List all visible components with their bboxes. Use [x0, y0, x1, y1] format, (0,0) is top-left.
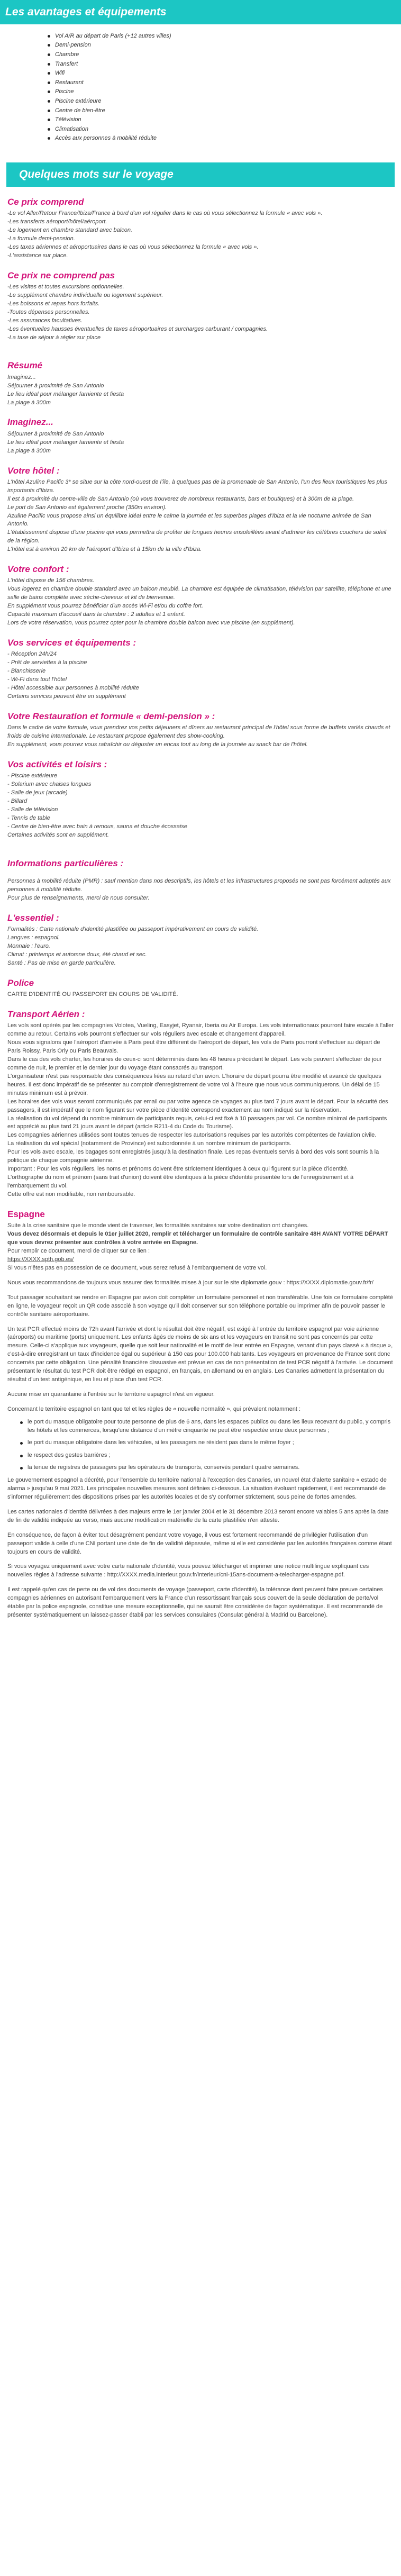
spain-paragraph: Aucune mise en quarantaine à l'entrée sur le territoire espagnol n'est en vigueur.: [7, 1391, 215, 1398]
trip-banner-title: Quelques mots sur le voyage: [19, 168, 174, 180]
price-excludes-line: -Les éventuelles hausses éventuelles de taxes aéroportuaires et surcharges carburant / compagnies.: [7, 325, 268, 332]
hotel-text: [7, 478, 394, 554]
summary-line: La plage à 300m: [7, 399, 51, 406]
info-text: [7, 877, 394, 903]
equipment-banner: [0, 0, 401, 24]
amenity-item: Vol A/R au départ de Paris (+12 autres villes): [48, 32, 401, 41]
service-item: - Réception 24h/24: [7, 651, 57, 658]
amenity-item: Télévision: [48, 115, 401, 125]
air-transport-line: Nous vous signalons que l'aéroport d'arrivée à Paris peut être différent de l'aéroport de départ, les vols de Paris pourront s'effectuer au départ de Paris Roissy, Paris Orly ou Paris Beauvais.: [7, 1039, 380, 1054]
restaurant-line: Dans le cadre de votre formule, vous prendrez vos petits déjeuners et dîners au restaurant principal de l'hôtel sous forme de buffets variés chauds et froids de cuisine internationale. Le restaurant propose également des show-cooking.: [7, 724, 390, 740]
spain-diplomatie-link[interactable]: Nous vous recommandons de toujours vous assurer des formalités mises à jour sur le site diplomatie.gouv : https://XXXX.diplomatie.gouv.fr/fr/: [7, 1279, 373, 1286]
comfort-line: Lors de votre réservation, vous pourrez opter pour la chambre double balcon avec vue piscine (en supplément).: [7, 620, 295, 627]
hotel-line: L'hôtel Azuline Pacific 3* se situe sur la côte nord-ouest de l'île, à quelques pas de la promenade de San Antonio, l'un des lieux touristiques les plus importants d'Ibiza.: [7, 478, 387, 494]
air-transport-line: Les vols sont opérés par les compagnies Volotea, Vueling, Easyjet, Ryanair, Iberia ou Air Europa. Les vols internationaux pourront faire escale à l'aller comme au retour. Certains vols pourront s'effectuer sur vols réguliers avec escale et changement d'appareil.: [7, 1022, 394, 1038]
activity-item: - Centre de bien-être avec bain à remous, sauna et douche écossaise: [7, 823, 187, 830]
air-transport-line: Important : Pour les vols réguliers, les noms et prénoms doivent être strictement identiques à ceux qui figurent sur la pièce d'identité.: [7, 1166, 349, 1173]
price-includes-list: [7, 210, 394, 260]
price-includes-line: -Le vol Aller/Retour France/Ibiza/France à bord d'un vol régulier dans le cas où vous sélectionnez la formule « avec vols ».: [7, 210, 323, 216]
price-excludes-line: -Le supplément chambre individuelle ou logement supérieur.: [7, 292, 163, 298]
summary-line: Séjourner à proximité de San Antonio: [7, 382, 104, 389]
restaurant-text: [7, 724, 394, 749]
spain-rule-item: le port du masque obligatoire pour toute personne de plus de 6 ans, dans les espaces publics ou dans les lieux recevant du public, y compris les hôtels et les commerces, lorsqu'une distance d'un mètre cinquante ne peut être respectée entre deux personnes ;: [20, 1418, 394, 1435]
spain-form-link[interactable]: https://XXXX.spth.gob.es/: [7, 1256, 74, 1263]
price-excludes-line: -Les boissons et repas hors forfaits.: [7, 300, 100, 307]
summary-line: Le lieu idéal pour mélanger farniente et fiesta: [7, 391, 124, 397]
spain-rule-item: le port du masque obligatoire dans les véhicules, si les passagers ne résident pas dans le même foyer ;: [20, 1439, 394, 1447]
spain-paragraph: Le gouvernement espagnol a décrété, pour l'ensemble du territoire national à l'exception des Canaries, un nouvel état d'alerte sanitaire « estado de alarma » jusqu'au 9 mai 2021. Les principales nouvelles mesures sont définies ci-dessous. La situation évoluant rapidement, il est recommandé de s'informer régulièrement des dispositions prises par les autorités locales et de s'y conformer strictement, sous peine de fortes amendes.: [7, 1476, 387, 1500]
spain-rules-list: [7, 1418, 394, 1472]
trip-description: [0, 196, 401, 1637]
air-transport-text: [7, 1022, 394, 1199]
amenities-list: [0, 32, 401, 143]
spain-paragraph: Les cartes nationales d'identité délivrées à des majeurs entre le 1er janvier 2004 et le 31 décembre 2013 seront encore valables 5 ans après la date de fin de validité indiquée au verso, mais aucune modification matérielle de la carte plastifiée n'en atteste.: [7, 1508, 389, 1523]
hotel-line: Il est à proximité du centre-ville de San Antonio (où vous trouverez de nombreux restaurants, bars et boutiques) et à 300m de la plage.: [7, 495, 354, 502]
comfort-line: Vous logerez en chambre double standard avec un balcon meublé. La chambre est équipée de climatisation, télévision par satellite, téléphone et une salle de bains complète avec sèche-cheveux et kit de bienvenue.: [7, 586, 391, 601]
restaurant-heading: Votre Restauration et formule « demi-pension » :: [7, 711, 215, 721]
spain-paragraph: Il est rappelé qu'en cas de perte ou de vol des documents de voyage (passeport, carte d'identité), la tolérance dont peuvent faire preuve certaines compagnies aériennes en autorisant l'embarquement vers la France d'un ressortissant français sous couvert de la seule déclaration de perte/vol établie par la police espagnole, constitue une mesure exceptionnelle, qui ne saurait être considérée de façon systématique. Il est recommandé de présenter systématiquement un laissez-passer établi par les services consulaires (Consulat général à Madrid ou Barcelone).: [7, 1586, 383, 1619]
comfort-text: [7, 577, 394, 628]
spain-notice-line: Si vous n'êtes pas en possession de ce document, vous serez refusé à l'embarquement de votre vol.: [7, 1264, 267, 1271]
price-excludes-line: -Les assurances facultatives.: [7, 317, 83, 324]
amenity-item: Restaurant: [48, 78, 401, 88]
price-excludes-line: -Les visites et toutes excursions optionnelles.: [7, 283, 124, 290]
service-item: - Hôtel accessible aux personnes à mobilité réduite: [7, 685, 139, 692]
service-item: - Blanchisserie: [7, 668, 46, 675]
service-item: Certains services peuvent être en supplément: [7, 693, 126, 700]
activity-item: - Billard: [7, 798, 28, 805]
air-transport-line: Dans le cas des vols charter, les horaires de ceux-ci sont déterminés dans les 48 heures précédant le départ. Les vols peuvent s'effectuer de jour comme de nuit, le premier et le dernier jour du voyage étant consacrés au transport.: [7, 1056, 382, 1071]
air-transport-line: Cette offre est non modifiable, non remboursable.: [7, 1191, 135, 1198]
amenity-item: Climatisation: [48, 125, 401, 134]
summary-heading: Résumé: [7, 360, 43, 371]
air-transport-line: Les compagnies aériennes utilisées sont toutes tenues de respecter les autorisations requises par les autorités compétentes de l'aviation civile.: [7, 1132, 377, 1139]
spain-heading: Espagne: [7, 1209, 45, 1219]
spain-health-notice: [7, 1222, 394, 1287]
amenity-item: Wifi: [48, 69, 401, 78]
spain-paragraph: En conséquence, de façon à éviter tout désagrément pendant votre voyage, il vous est fortement recommandé de privilégier l'utilisation d'un passeport valide à celle d'une CNI portant une date de fin de validité dépassée, même si elle est considérée par les autorités françaises comme étant toujours en cours de validité.: [7, 1531, 392, 1555]
air-transport-line: Pour les vols avec escale, les bagages sont enregistrés jusqu'à la destination finale. Les repas éventuels servis à bord des vols sont soumis à la politique de chaque compagnie aérienne.: [7, 1149, 379, 1164]
service-item: - Prêt de serviettes à la piscine: [7, 659, 87, 666]
info-line: Pour plus de renseignements, merci de nous consulter.: [7, 894, 150, 901]
hotel-line: Le port de San Antonio est également proche (350m environ).: [7, 504, 167, 511]
services-heading: Vos services et équipements :: [7, 638, 136, 648]
amenity-item: Transfert: [48, 60, 401, 69]
spain-notice-line: Suite à la crise sanitaire que le monde vient de traverser, les formalités sanitaires sur votre destination ont changées.: [7, 1222, 309, 1229]
hotel-line: L'établissement dispose d'une piscine qui vous permettra de profiter de longues heures ensoleillées avant d'admirer les célèbres couchers de soleil de la région.: [7, 529, 387, 545]
comfort-heading: Votre confort :: [7, 564, 69, 575]
summary-line: Imaginez...: [7, 374, 36, 380]
imagine-line: La plage à 300m: [7, 447, 51, 454]
price-excludes-list: [7, 283, 394, 342]
services-list: [7, 650, 394, 701]
hotel-line: L'hôtel est à environ 20 km de l'aéroport d'Ibiza et à 15km de la ville d'Ibiza.: [7, 546, 202, 553]
activity-item: Certaines activités sont en supplément.: [7, 831, 109, 838]
price-includes-line: -Les taxes aériennes et aéroportuaires dans le cas où vous sélectionnez la formule « avec vols ».: [7, 243, 259, 250]
trip-banner: [6, 162, 395, 187]
essentials-line: Monnaie : l'euro.: [7, 942, 50, 949]
activity-item: - Piscine extérieure: [7, 773, 58, 779]
essentials-heading: L'essentiel :: [7, 912, 59, 923]
comfort-line: En supplément vous pourrez bénéficier d'un accès Wi-Fi et/ou du coffre fort.: [7, 603, 204, 610]
activity-item: - Tennis de table: [7, 814, 50, 821]
activity-item: - Salle de télévision: [7, 806, 58, 813]
amenity-item: Centre de bien-être: [48, 106, 401, 116]
equipment-banner-title: Les avantages et équipements: [5, 6, 167, 18]
spain-rule-item: la tenue de registres de passagers par les opérateurs de transports, conservés pendant quatre semaines.: [20, 1464, 394, 1472]
hotel-heading: Votre hôtel :: [7, 465, 60, 476]
amenity-item: Demi-pension: [48, 41, 401, 50]
comfort-line: Capacité maximum d'accueil dans la chambre : 2 adultes et 1 enfant.: [7, 611, 185, 618]
police-line: CARTE D'IDENTITÉ OU PASSEPORT EN COURS DE VALIDITÉ.: [7, 991, 178, 997]
price-excludes-heading: Ce prix ne comprend pas: [7, 270, 115, 280]
air-transport-line: Les horaires des vols vous seront communiqués par email ou par votre agence de voyages au plus tard 7 jours avant le départ. Pour la sécurité des passagers, il est impératif que le nom figurant sur votre pièce d'identité correspond exactement au nom indiqué sur la réservation.: [7, 1098, 388, 1113]
essentials-line: Formalités : Carte nationale d'identité plastifiée ou passeport impérativement en cours de validité.: [7, 926, 259, 933]
essentials-line: Santé : Pas de mise en garde particulière.: [7, 959, 116, 966]
restaurant-line: En supplément, vous pourrez vous rafraîchir ou déguster un encas tout au long de la journée au snack bar de l'hôtel.: [7, 741, 308, 748]
imagine-line: Le lieu idéal pour mélanger farniente et fiesta: [7, 439, 124, 446]
info-heading: Informations particulières :: [7, 858, 124, 868]
summary-text: [7, 374, 394, 407]
spain-notice-line: Vous devez désormais et depuis le 01er juillet 2020, remplir et télécharger un formulaire de contrôle sanitaire 48H AVANT VOTRE DÉPART que vous devrez présenter aux contrôles à votre arrivée en Espagne.: [7, 1231, 388, 1246]
price-includes-line: -Les transferts aéroport/hôtel/aéroport.: [7, 218, 107, 225]
hotel-line: Azuline Pacific vous propose ainsi un équilibre idéal entre le calme la journée et les superbes plages d'Ibiza et la vie nocturne animée de San Antonio.: [7, 512, 371, 528]
price-excludes-line: -La taxe de séjour à régler sur place: [7, 334, 101, 341]
price-includes-line: -L'assistance sur place.: [7, 252, 68, 259]
amenity-item: Piscine: [48, 87, 401, 97]
comfort-line: L'hôtel dispose de 156 chambres.: [7, 577, 95, 584]
police-heading: Police: [7, 977, 34, 988]
air-transport-heading: Transport Aérien :: [7, 1009, 85, 1019]
spain-paragraph: Un test PCR effectué moins de 72h avant l'arrivée et dont le résultat doit être négatif, est exigé à l'entrée du territoire espagnol par voie aérienne (aéroports) ou maritime (ports) uniquement. Les enfants âgés de moins de six ans et les voyageurs en transit ne sont pas concernés par cette mesure. Celle-ci s'applique aux voyageurs, quelle que soit leur nationalité et le motif de leur entrée en Espagne, venant d'un pays classé « à risque », c'est-à-dire enregistrant un taux d'incidence égal ou supérieur à 150 cas pour 100.000 habitants. Les voyageurs en provenance de France sont donc concernés par cette obligation. Une pénalité financière dissuasive est prévue en cas de non présentation de test PCR négatif à l'arrivée. Le document présentant le résultat du test PCR doit être rédigé en espagnol, en français, en allemand ou en anglais. Les Canaries admettent la présentation du résultat d'un test antigénique, en lieu et place d'un test PCR.: [7, 1326, 393, 1383]
service-item: - Wi-Fi dans tout l'hôtel: [7, 676, 67, 683]
activities-heading: Vos activités et loisirs :: [7, 759, 107, 769]
essentials-line: Langues : espagnol.: [7, 935, 60, 941]
spain-notice-line: Pour remplir ce document, merci de cliquer sur ce lien :: [7, 1247, 150, 1254]
amenity-item: Chambre: [48, 50, 401, 60]
activities-list: [7, 772, 394, 840]
price-includes-line: -La formule demi-pension.: [7, 235, 75, 242]
spain-paragraph: Si vous voyagez uniquement avec votre carte nationale d'identité, vous pouvez télécharger et imprimer une notice multilingue expliquant ces nouvelles règles à l'adresse suivante : http://XXXX.media.interieur.gouv.fr/interieur/cni-15ans-document-a-telecharger-espagne.pdf.: [7, 1563, 369, 1579]
activity-item: - Solarium avec chaises longues: [7, 781, 92, 788]
activity-item: - Salle de jeux (arcade): [7, 790, 68, 796]
spain-paragraph: Concernant le territoire espagnol en tant que tel et les règles de « nouvelle normalité », qui prévalent notamment :: [7, 1406, 300, 1412]
spain-rule-item: le respect des gestes barrières ;: [20, 1452, 394, 1460]
air-transport-line: La réalisation du vol spécial (notamment de Province) est subordonnée à un nombre minimum de participants.: [7, 1140, 291, 1147]
air-transport-line: L'orthographe du nom et prénom (sans trait d'union) doivent être identiques à la pièce d'identité présentée lors de l'enregistrement et à l'embarquement du vol.: [7, 1174, 354, 1189]
imagine-text: [7, 430, 394, 456]
info-line: Personnes à mobilité réduite (PMR) : sauf mention dans nos descriptifs, les hôtels et les infrastructures proposés ne sont pas forcément adaptés aux personnes à mobilité réduite.: [7, 878, 391, 893]
air-transport-line: La réalisation du vol dépend du nombre minimum de participants requis, celui-ci est fixé à 10 passagers par vol. Ce nombre minimal de participants est apprécié au plus tard 21 jours avant le départ (article R211-4 du Code du Tourisme).: [7, 1115, 387, 1130]
price-includes-heading: Ce prix comprend: [7, 196, 84, 207]
essentials-text: [7, 926, 394, 968]
police-text: [7, 991, 394, 999]
spain-paragraph: Tout passager souhaitant se rendre en Espagne par avion doit compléter un formulaire personnel et non transférable. Une fois ce formulaire complété en ligne, le voyageur reçoit un QR code associé à son voyage qu'il doit conserver sur son téléphone portable ou imprimer afin de pouvoir passer le contrôle sanitaire aéroportuaire.: [7, 1294, 393, 1318]
amenity-item: Accès aux personnes à mobilité réduite: [48, 134, 401, 143]
air-transport-line: L'organisateur n'est pas responsable des conséquences liées au retard d'un avion. L'horaire de départ pourra être modifié et avancé de quelques heures. Il est donc impératif de se présenter au comptoir d'enregistrement de votre vol à l'heure que nous vous communiquerons. Un délai de 15 minutes minimum est à prévoir.: [7, 1073, 381, 1096]
imagine-line: Séjourner à proximité de San Antonio: [7, 430, 104, 437]
price-excludes-line: -Toutes dépenses personnelles.: [7, 309, 90, 315]
amenity-item: Piscine extérieure: [48, 97, 401, 106]
essentials-line: Climat : printemps et automne doux, été chaud et sec.: [7, 951, 147, 958]
imagine-heading: Imaginez...: [7, 417, 53, 428]
price-includes-line: -Le logement en chambre standard avec balcon.: [7, 226, 133, 233]
